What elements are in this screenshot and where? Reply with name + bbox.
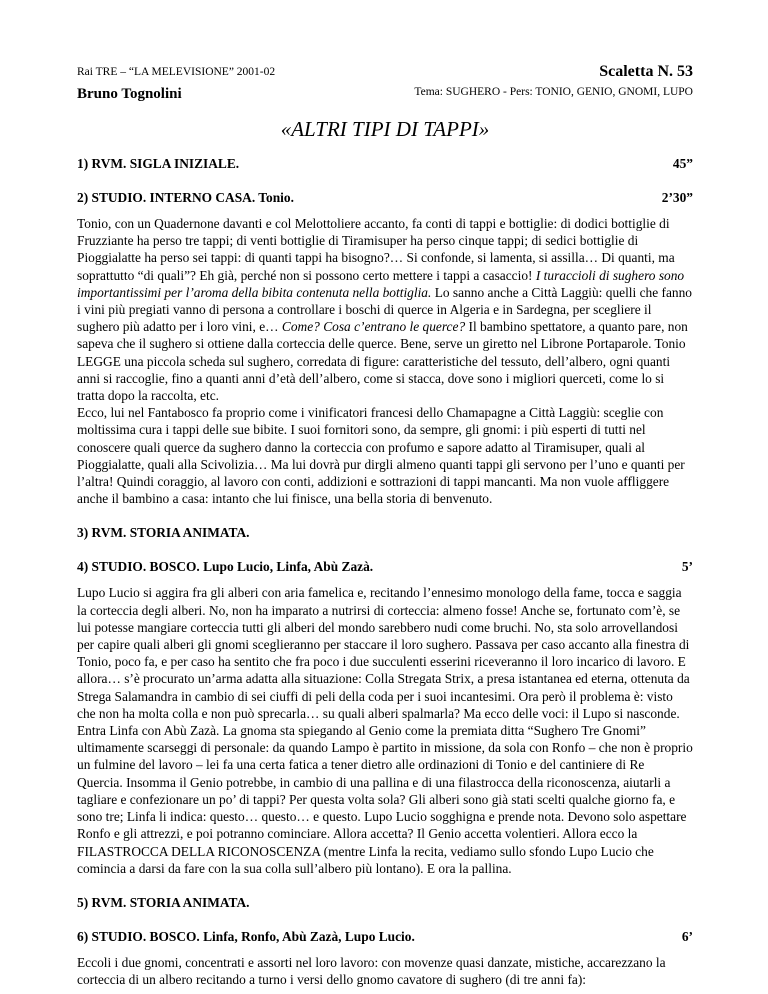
paragraph: Entra Linfa con Abù Zazà. La gnoma sta spiegando al Genio come la premiata ditta “Sughero Tre Gnomi” ultimamente scarseggi di personale: da quando Lampo è partito in missione, da sola con Ronfo – che non è proprio un fulmine del lavoro – lei fa una certa fatica a tener dietro alle ordinazioni di Tonio e del cantiniere di Re Quercia. Insomma il Genio potrebbe, in cambio di una pallina e di una filastrocca della riconoscenza, aiutarli a tagliare e confezionare un po’ di tappi? Per questa volta sola? Gli alberi sono già stati scelti qualche giorno fa, e sono tre; Linfa li indica: questo… questo… e questo. Lupo Lucio sogghigna e prende nota. Devono solo aspettare Ronfo e gli attrezzi, e poi potranno cominciare. Allora accetta? Il Genio accetta volentieri. Allora ecco la FILASTROCCA DELLA RICONOSCENZA (mentre Linfa la recita, vediamo sullo sfondo Lupo Lucio che comincia a darsi da fare con la sua colla sull’albero più lontano). E ora la pallina.: [77, 723, 693, 876]
document-title: «ALTRI TIPI DI TAPPI»: [280, 117, 490, 141]
paragraph: [77, 215, 693, 404]
section-title: 4) STUDIO. BOSCO. Lupo Lucio, Linfa, Abù Zazà.: [77, 559, 374, 575]
text-run: Lo sanno anche a Città Laggiù: quelli che fanno i vini più pregiati vanno di persona a controllare i boschi di querce in Algeria e in Sardegna, per scegliere il sughero più adatto per i loro vini, e…: [77, 284, 693, 335]
document-header: [77, 0, 693, 108]
section-heading: [77, 524, 693, 541]
program-line: Rai TRE – “LA MELEVISIONE” 2001-02: [77, 66, 276, 78]
section-title: 3) RVM. STORIA ANIMATA.: [77, 525, 250, 541]
section-heading: [77, 894, 693, 911]
section-heading: [77, 189, 693, 206]
section-title: 6) STUDIO. BOSCO. Linfa, Ronfo, Abù Zazà, Lupo Lucio.: [77, 928, 415, 944]
section-title: 1) RVM. SIGLA INIZIALE.: [77, 156, 240, 171]
text-run: Tonio, con un Quadernone davanti e col Melottoliere accanto, fa conti di tappi e bottiglie: di dodici bottiglie di Fruzziante ha perso tre tappi; di venti bottiglie di Tiramisuper ha perso cinque tappi; di sedici bottiglie di Pioggialatte ha perso sei tappi: di quanti tappi ha bisogno?… Si confonde, si lamenta, si assilla… Di quanti, ma soprattutto “di quali”? Eh già, perché non si possono certo mettere i tappi a casaccio!: [77, 216, 675, 283]
section-duration: 45”: [672, 156, 693, 171]
section-duration: 5’: [681, 559, 693, 575]
section-heading: [77, 558, 693, 575]
italic-run: I turaccioli di sughero sono importantissimi per l’aroma della bibita contenuta nella bottiglia.: [77, 267, 685, 300]
paragraph: Lupo Lucio si aggira fra gli alberi con aria famelica e, recitando l’ennesimo monologo della fame, tocca e saggia la corteccia degli alberi. No, non ha imparato a nutrirsi di corteccia: almeno fosse! Anche se, fortunato com’è, se lui potesse mangiare corteccia tutti gli alberi del mondo sarebbero nudi come bruchi. No, sta solo arrovellandosi per capire quali alberi gli gnomi sceglieranno per staccare il loro sughero. Passava per caso accanto alla finestra di Tonio, poco fa, e per caso ha sentito che fra poco i due succulenti esserini riceveranno il loro incarico di lavoro. E allora… s’è procurato un’arma adatta alla situazione: Colla Stregata Strix, a presa istantanea ed eterna, ottenuta da Strega Salamandra in cambio di sei ciuffi di peli della coda per i suoi incantesimi. Ora però il problema è: visto che non ha molta colla e non può sprecarla… su quali alberi spalmarla? Ma ecco delle voci: il Lupo si nasconde.: [77, 585, 690, 721]
paragraph: Eccoli i due gnomi, concentrati e assorti nel loro lavoro: con movenze quasi danzate, mistiche, accarezzano la corteccia di un albero recitando a turno i versi dello gnomo cavatore di sughero (di tre anni fa):: [77, 954, 666, 988]
section-heading: [77, 155, 693, 172]
scaletta-number: Scaletta N. 53: [599, 63, 693, 80]
section-title: 2) STUDIO. INTERNO CASA. Tonio.: [77, 190, 294, 205]
document-page: [77, 0, 693, 988]
author-name: Bruno Tognolini: [77, 86, 182, 102]
section-title: 5) RVM. STORIA ANIMATA.: [77, 894, 250, 910]
paragraph: Ecco, lui nel Fantabosco fa proprio come i vinificatori francesi dello Chamapagne a Città Laggiù: sceglie con moltissima cura i tappi delle sue bibite. I suoi fornitori sono, da sempre, gli gnomi: i più esperti di tutti nel conoscere quali querce da sughero danno la corteccia con profumo e sapore adatto al Tiramisuper, quali al Pioggialatte, quali alla Scivolizia… Ma lui dovrà pur dirgli almeno quanti tappi gli servono per l’uno e quanti per l’altra! Quindi coraggio, al lavoro con conti, addizioni e sottrazioni di tappi mancanti. Ma non vuole affliggere anche il bambino a casa: intanto che lui finisce, una bella storia di benvenuto.: [77, 405, 685, 507]
section-duration: 6’: [681, 928, 693, 944]
section-duration: 2’30”: [661, 190, 693, 205]
tema-line: Tema: SUGHERO - Pers: TONIO, GENIO, GNOMI, LUPO: [414, 86, 693, 98]
italic-run: Come? Cosa c’entrano le querce?: [281, 319, 466, 335]
section-heading: [77, 928, 693, 945]
text-run: Il bambino spettatore, a quanto pare, non sapeva che il sughero si ottiene dalla corteccia delle querce. Bene, serve un giretto nel Librone Portaparole. Tonio LEGGE una piccola scheda sul sughero, corredata di figure: caratteristiche del tessuto, dell’albero, ogni quanti anni si raccoglie, fino a quanti anni d’età dell’albero, come si stacca, dove sono i migliori querceti, come lo si tratta dopo la raccolta, etc.: [77, 319, 688, 404]
document-body: [77, 155, 693, 988]
